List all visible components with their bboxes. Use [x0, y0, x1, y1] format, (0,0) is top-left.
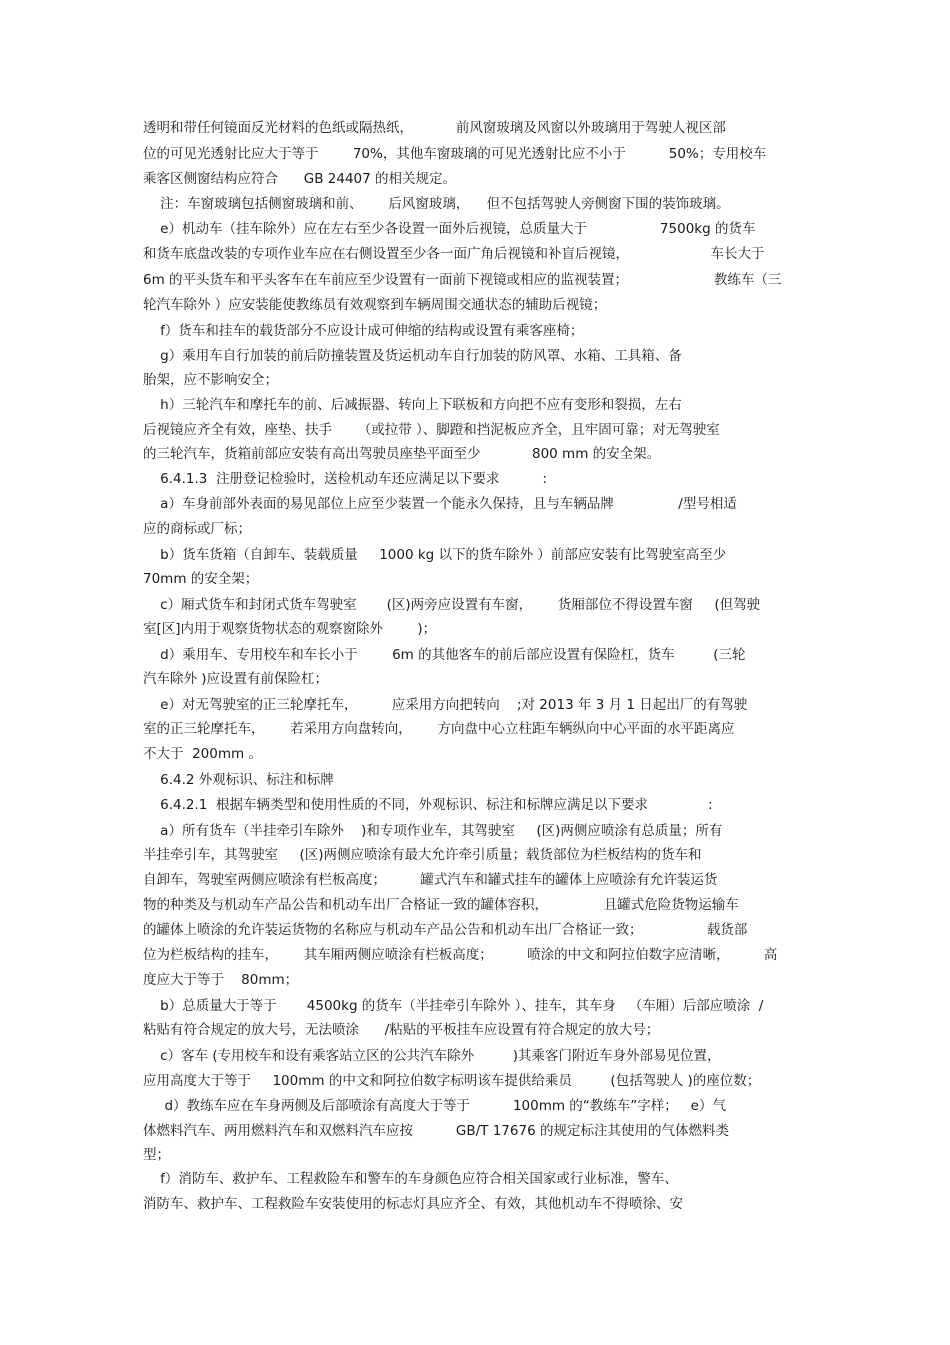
text-line: 轮汽车除外 ）应安装能使教练员有效观察到车辆周围交通状态的辅助后视镜； — [143, 297, 607, 313]
text-line: 不大于 200mm 。 — [143, 746, 262, 762]
section-heading: 6.4.2 外观标识、标注和标牌 — [143, 772, 334, 788]
text-line: a）所有货车（半挂牵引车除外 )和专项作业车，其驾驶室 (区)两侧应喷涂有总质量；所有 — [143, 823, 723, 839]
text-line: 应用高度大于等于 100mm 的中文和阿拉伯数字标明该车提供给乘员 (包括驾驶人 )的座位数； — [143, 1073, 761, 1089]
text-line: d）教练车应在车身两侧及后部喷涂有高度大于等于 100mm 的“教练车”字样； e）气 — [143, 1098, 726, 1114]
text-line: 后视镜应齐全有效，座垫、扶手 （或拉带 ）、脚蹬和挡泥板应齐全，且牢固可靠；对无驾驶室 — [143, 422, 720, 438]
text-line: a）车身前部外表面的易见部位上应至少装置一个能永久保持，且与车辆品牌 /型号相适 — [143, 496, 737, 512]
text-line: 的罐体上喷涂的允许装运货物的名称应与机动车产品公告和机动车出厂合格证一致； 载货部 — [143, 922, 748, 938]
text-line: c）客车 (专用校车和设有乘客站立区的公共汽车除外 )其乘客门附近车身外部易见位置， — [143, 1048, 721, 1064]
text-line: d）乘用车、专用校车和车长小于 6m 的其他客车的前后部应设置有保险杠，货车 (三轮 — [143, 647, 746, 663]
section-heading: 6.4.1.3 注册登记检验时，送检机动车还应满足以下要求 : — [143, 471, 547, 487]
text-line: 和货车底盘改装的专项作业车应在右侧设置至少各一面广角后视镜和补盲后视镜， 车长大于 — [143, 246, 765, 262]
text-line: 注：车窗玻璃包括侧窗玻璃和前、 后风窗玻璃， 但不包括驾驶人旁侧窗下围的装饰玻璃。 — [143, 196, 730, 212]
text-line: 应的商标或厂标； — [143, 521, 251, 537]
section-heading: 6.4.2.1 根据车辆类型和使用性质的不同，外观标识、标注和标牌应满足以下要求 : — [143, 797, 713, 813]
text-line: 半挂牵引车，其驾驶室 (区)两侧应喷涂有最大允许牵引质量；载货部位为栏板结构的货车和 — [143, 847, 702, 863]
text-line: e）机动车（挂车除外）应在左右至少各设置一面外后视镜，总质量大于 7500kg 的货车 — [143, 221, 756, 237]
text-line: 度应大于等于 80mm； — [143, 972, 299, 988]
text-line: b）总质量大于等于 4500kg 的货车（半挂牵引车除外 ）、挂车，其车身 （车厢）后部应喷涂 / — [143, 998, 764, 1014]
text-line: c）厢式货车和封闭式货车驾驶室 (区)两旁应设置有车窗， 货厢部位不得设置车窗 (但驾驶 — [143, 597, 761, 613]
text-line: 的三轮汽车，货箱前部应安装有高出驾驶员座垫平面至少 800 mm 的安全架。 — [143, 446, 661, 462]
text-line: e）对无驾驶室的正三轮摩托车， 应采用方向把转向 ;对 2013 年 3 月 1 日起出厂的有驾驶 — [143, 697, 748, 713]
text-line: h）三轮汽车和摩托车的前、后减振器、转向上下联板和方向把不应有变形和裂损，左右 — [143, 397, 682, 413]
text-line: 汽车除外 )应设置有前保险杠； — [143, 671, 329, 687]
text-line: 室的正三轮摩托车， 若采用方向盘转向， 方向盘中心立柱距车辆纵向中心平面的水平距离应 — [143, 721, 735, 737]
text-line: f）货车和挂车的载货部分不应设计成可伸缩的结构或设置有乘客座椅； — [143, 323, 584, 339]
text-line: 粘贴有符合规定的放大号，无法喷涂 /粘贴的平板挂车应设置有符合规定的放大号； — [143, 1022, 660, 1038]
text-line: 型； — [143, 1147, 170, 1163]
text-line: f）消防车、救护车、工程救险车和警车的车身颜色应符合相关国家或行业标准，警车、 — [143, 1171, 678, 1187]
text-line: 自卸车，驾驶室两侧应喷涂有栏板高度； 罐式汽车和罐式挂车的罐体上应喷涂有允许装运货 — [143, 872, 718, 888]
text-line: 透明和带任何镜面反光材料的色纸或隔热纸， 前风窗玻璃及风窗以外玻璃用于驾驶人视区部 — [143, 120, 726, 136]
text-line: 位为栏板结构的挂车， 其车厢两侧应喷涂有栏板高度； 喷涂的中文和阿拉伯数字应清晰， 高 — [143, 947, 778, 963]
text-line: 物的种类及与机动车产品公告和机动车出厂合格证一致的罐体容积， 且罐式危险货物运输车 — [143, 897, 739, 913]
text-line: 消防车、救护车、工程救险车安装使用的标志灯具应齐全、有效，其他机动车不得喷徐、安 — [143, 1196, 683, 1212]
text-line: 体燃料汽车、两用燃料汽车和双燃料汽车应按 GB/T 17676 的规定标注其使用的气体燃料类 — [143, 1123, 729, 1139]
text-line: g）乘用车自行加装的前后防撞装置及货运机动车自行加装的防风罩、水箱、工具箱、备 — [143, 348, 682, 364]
text-line: 室[区]内用于观察货物状态的观察窗除外 )； — [143, 621, 437, 637]
text-line: 70mm 的安全架； — [143, 571, 259, 587]
text-line: b）货车货箱（自卸车、装载质量 1000 kg 以下的货车除外 ）前部应安装有比驾驶室高至少 — [143, 547, 727, 563]
text-line: 胎架，应不影响安全； — [143, 372, 278, 388]
text-line: 乘客区侧窗结构应符合 GB 24407 的相关规定。 — [143, 171, 456, 187]
text-line: 6m 的平头货车和平头客车在车前应至少设置有一面前下视镜或相应的监视装置； 教练车（三 — [143, 272, 782, 288]
text-line: 位的可见光透射比应大于等于 70%，其他车窗玻璃的可见光透射比应不小于 50%；专用校车 — [143, 146, 767, 162]
